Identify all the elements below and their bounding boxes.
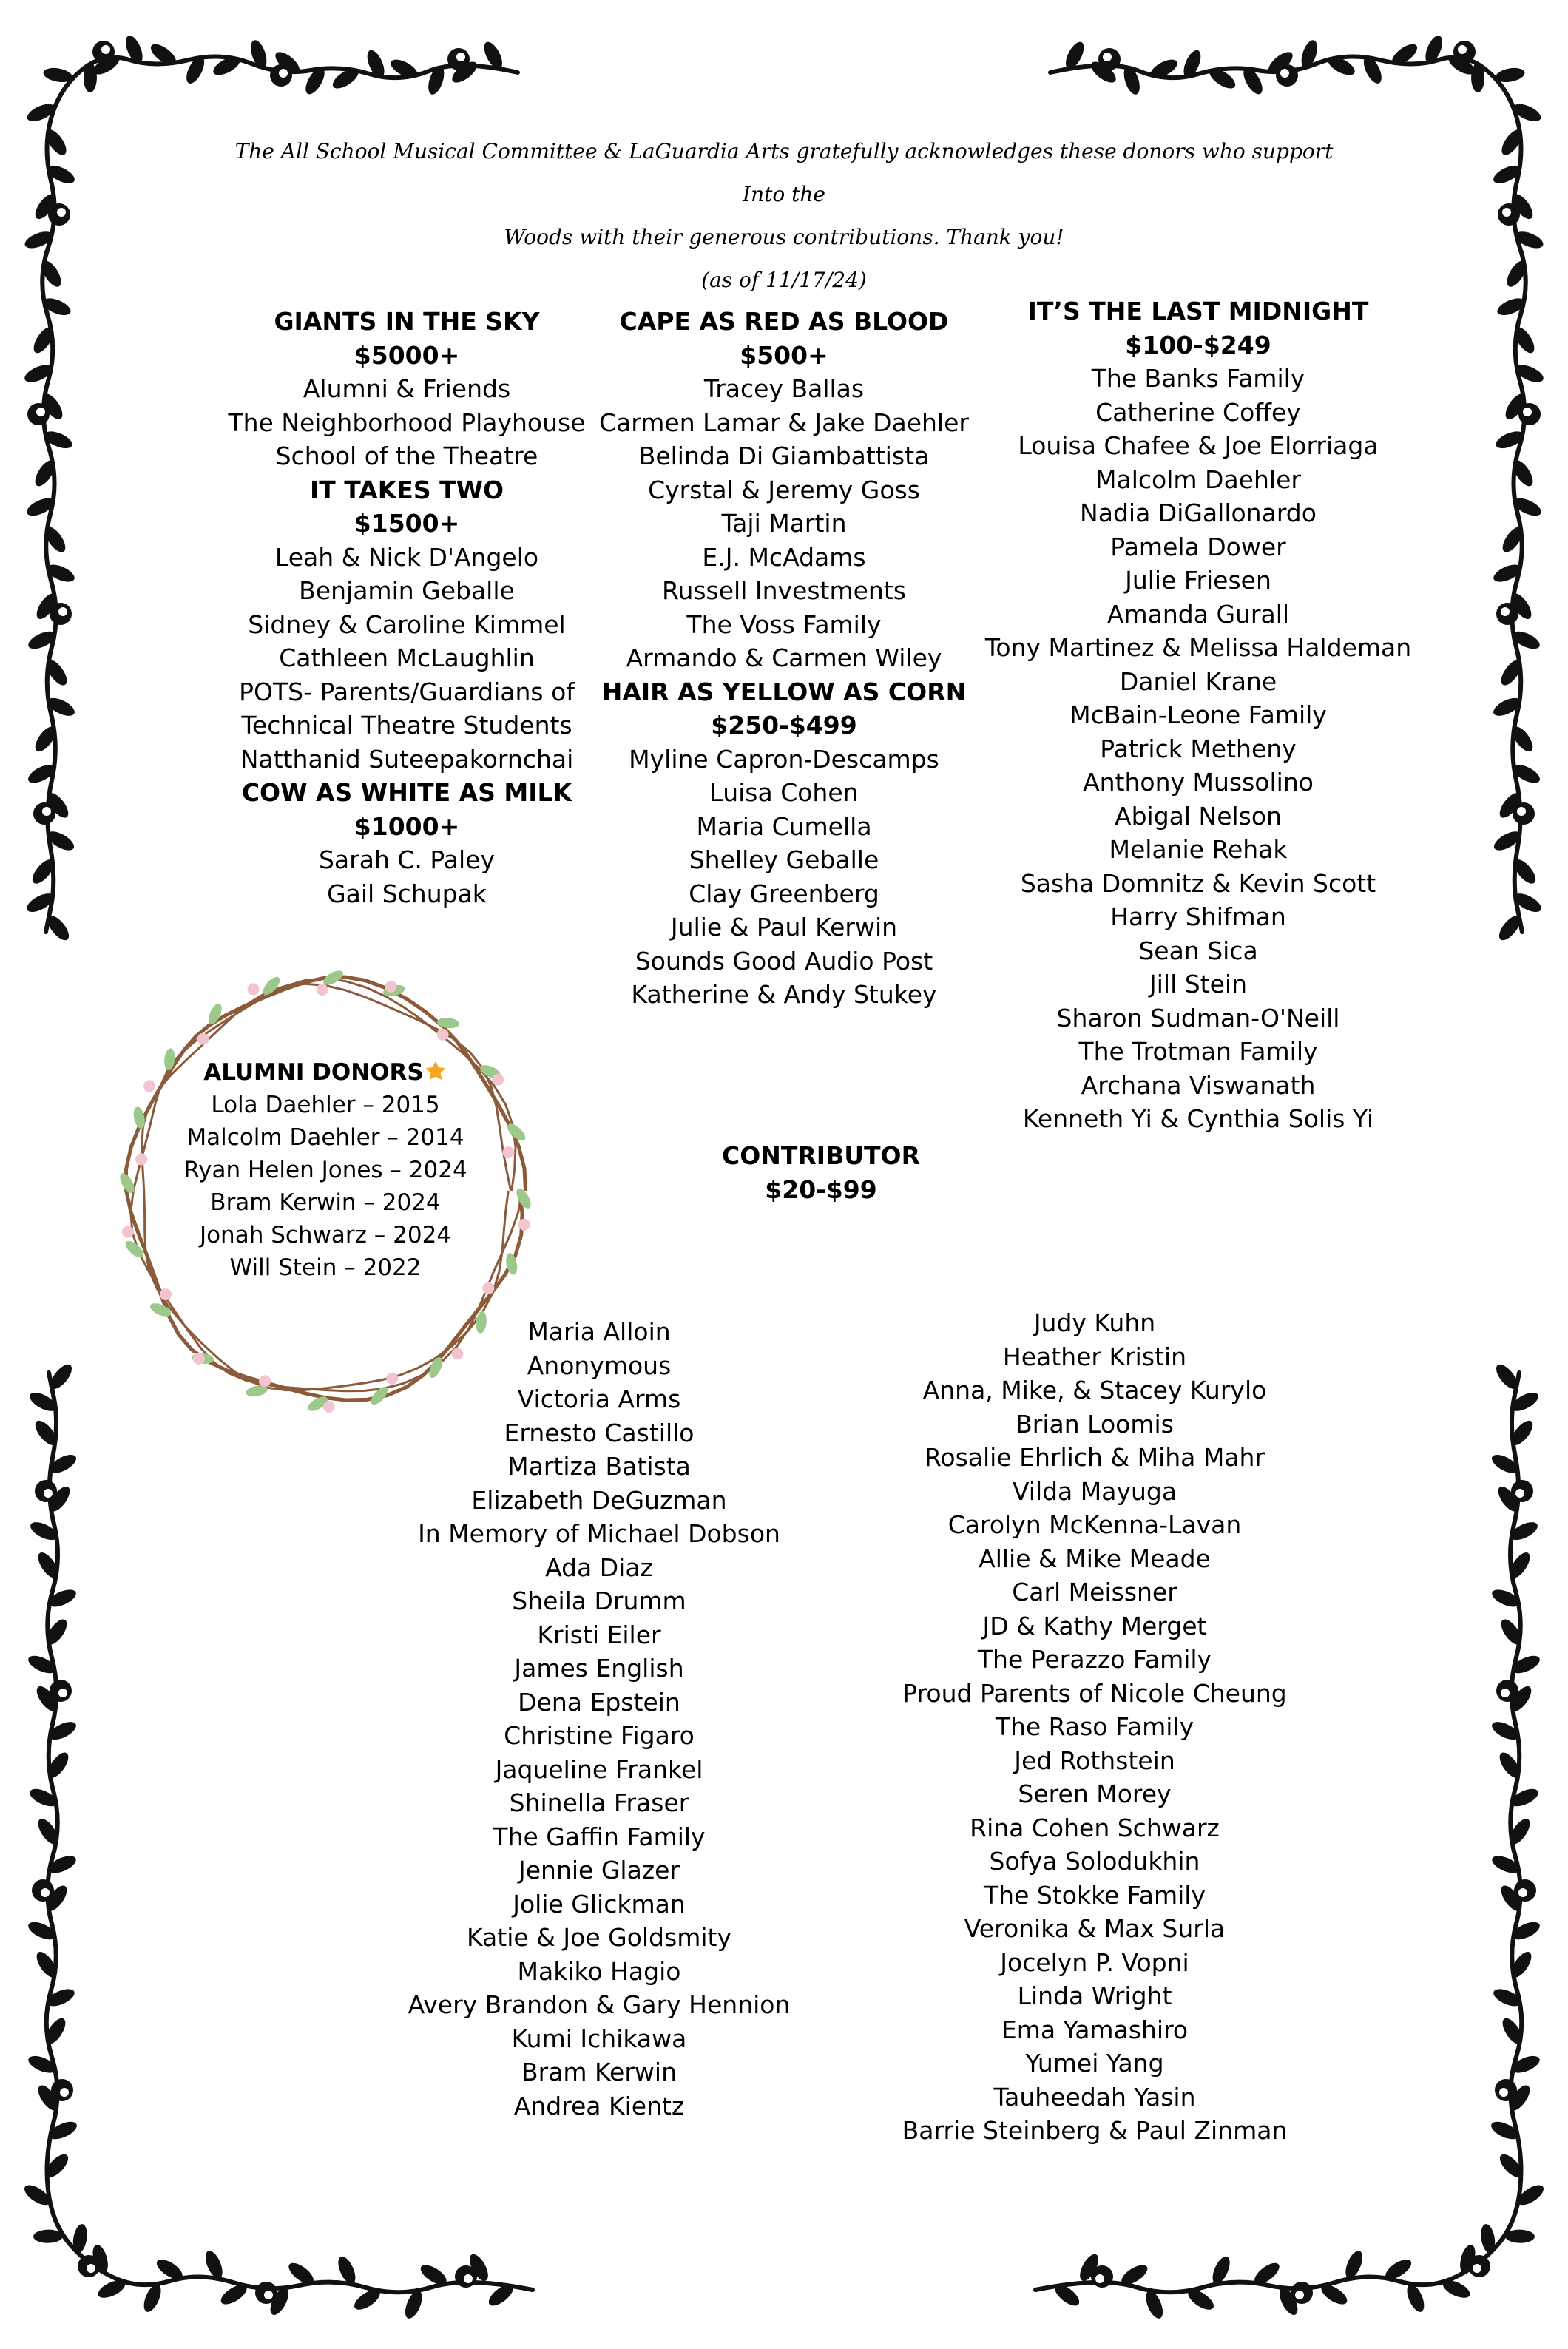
donor-name: Malcolm Daehler: [1095, 464, 1301, 494]
donor-name: Jill Stein: [1149, 970, 1247, 998]
donor-name: Gail Schupak: [327, 879, 487, 908]
donor-name: Cathleen McLaughlin: [279, 643, 535, 672]
donor-name: Jocelyn P. Vopni: [1000, 1947, 1189, 1977]
donor-name: Victoria Arms: [517, 1385, 681, 1413]
donor-name: Veronika & Max Surla: [964, 1914, 1226, 1943]
donor-name: Jennie Glazer: [518, 1856, 680, 1885]
donor-name: Rina Cohen Schwarz: [970, 1813, 1220, 1842]
donor-name: Shelley Geballe: [689, 845, 879, 874]
donor-name: Tracey Ballas: [703, 374, 865, 403]
donor-name: Katie & Joe Goldsmity: [467, 1923, 731, 1952]
donor-name: The Banks Family: [1091, 364, 1305, 393]
tier-range: $250-$499: [711, 711, 857, 740]
donor-name: Anonymous: [527, 1351, 672, 1380]
donor-name: Barrie Steinberg & Paul Zinman: [902, 2116, 1288, 2145]
alumni-list: [141, 1089, 510, 1284]
alumni-donors: [141, 1056, 510, 1284]
intro-date: (as of 11/17/24): [701, 268, 867, 292]
donor-name: Alumni & Friends: [303, 374, 511, 403]
donor-name: Pamela Dower: [1110, 532, 1286, 561]
tier-title: IT’S THE LAST MIDNIGHT: [1027, 297, 1369, 325]
contributor-column-left: [392, 1315, 806, 2123]
donor-name: Sasha Domnitz & Kevin Scott: [1020, 868, 1376, 898]
donor-name: Louisa Chafee & Joe Elorriaga: [1018, 431, 1379, 460]
donor-column-2: [592, 305, 976, 1012]
donor-list: [592, 372, 976, 675]
donor-name: Proud Parents of Nicole Cheung: [902, 1678, 1287, 1708]
donor-name: Ada Diaz: [545, 1552, 653, 1582]
donor-name: Belinda Di Giambattista: [638, 442, 930, 470]
donor-name: Jed Rothstein: [1014, 1745, 1175, 1775]
donor-name: Andrea Kientz: [513, 2091, 685, 2120]
tier-range: $100-$249: [1125, 330, 1271, 359]
donor-name: Maria Cumella: [696, 811, 872, 841]
donor-name: Tauheedah Yasin: [993, 2082, 1196, 2112]
donor-name: Jonah Schwarz – 2024: [199, 1222, 452, 1248]
donor-name: Abigal Nelson: [1115, 801, 1282, 831]
donor-name: Julie Friesen: [1125, 566, 1271, 595]
donor-name: Elizabeth DeGuzman: [471, 1485, 727, 1515]
donor-name: Sheila Drumm: [512, 1586, 686, 1615]
intro-line-2: Woods with their generous contributions. Thank you!: [504, 225, 1064, 249]
donor-name: Technical Theatre Students: [241, 711, 572, 740]
donor-name: Brian Loomis: [1016, 1409, 1174, 1439]
donor-name: The Trotman Family: [1078, 1037, 1318, 1066]
donor-name: Kumi Ichikawa: [511, 2024, 687, 2053]
donor-name: Makiko Hagio: [517, 1956, 681, 1986]
donor-name: Ernesto Castillo: [504, 1418, 695, 1447]
donor-name: The Neighborhood Playhouse: [228, 408, 586, 437]
donor-list: [222, 372, 592, 473]
tier-range: $500+: [740, 340, 828, 370]
donor-name: Allie & Mike Meade: [979, 1544, 1211, 1573]
donor-list: [873, 1306, 1317, 2148]
donor-name: Sounds Good Audio Post: [635, 946, 933, 976]
donor-name: The Stokke Family: [984, 1880, 1206, 1910]
donor-name: Judy Kuhn: [1033, 1308, 1156, 1337]
donor-name: Carmen Lamar & Jake Daehler: [599, 408, 969, 437]
donor-name: Kenneth Yi & Cynthia Solis Yi: [1022, 1104, 1374, 1133]
donor-list: [222, 541, 592, 777]
donor-column-3: [976, 294, 1420, 1136]
donor-name: Maria Alloin: [527, 1317, 671, 1346]
donor-name: Malcolm Daehler – 2014: [186, 1124, 464, 1151]
intro-text: [222, 130, 1346, 302]
donor-name: Carolyn McKenna-Lavan: [947, 1510, 1242, 1539]
tier-range: $1500+: [354, 509, 460, 538]
donor-name: POTS- Parents/Guardians of: [239, 677, 575, 706]
donor-name: Amanda Gurall: [1106, 599, 1290, 629]
donor-name: Luisa Cohen: [709, 778, 859, 807]
donor-name: Armando & Carmen Wiley: [626, 643, 942, 672]
donor-name: School of the Theatre: [275, 442, 538, 470]
donor-name: Christine Figaro: [504, 1721, 695, 1750]
donor-name: Sofya Solodukhin: [989, 1847, 1200, 1876]
donor-name: Harry Shifman: [1110, 902, 1286, 931]
donor-name: Cyrstal & Jeremy Goss: [648, 475, 920, 504]
contributor-column-right: [873, 1306, 1317, 2148]
star-icon: [424, 1059, 447, 1083]
contributor-heading: [666, 1139, 976, 1206]
donor-name: Patrick Metheny: [1100, 734, 1297, 763]
donor-name: Seren Morey: [1018, 1780, 1172, 1808]
donor-name: Martiza Batista: [507, 1452, 691, 1481]
alumni-title-text: ALUMNI DONORS: [203, 1059, 424, 1086]
donor-name: Jaqueline Frankel: [495, 1754, 703, 1784]
donor-name: The Voss Family: [686, 609, 882, 639]
donor-name: Yumei Yang: [1025, 2049, 1164, 2078]
donor-name: Dena Epstein: [518, 1687, 680, 1717]
donor-list: [392, 1315, 806, 2123]
donor-list: [592, 743, 976, 1012]
donor-name: Melanie Rehak: [1109, 835, 1288, 864]
donor-name: Myline Capron-Descamps: [629, 744, 939, 774]
donor-name: The Gaffin Family: [493, 1822, 706, 1851]
donor-name: Avery Brandon & Gary Hennion: [408, 1990, 791, 2019]
donor-name: Katherine & Andy Stukey: [631, 980, 937, 1009]
donor-name: Shinella Fraser: [509, 1788, 689, 1817]
donor-name: Lola Daehler – 2015: [211, 1092, 440, 1118]
alumni-title: [141, 1056, 510, 1089]
tier-title: GIANTS IN THE SKY: [274, 307, 540, 336]
tier-range: $5000+: [354, 340, 460, 370]
donor-name: Natthanid Suteepakornchai: [240, 744, 574, 774]
donor-name: Kristi Eiler: [537, 1620, 661, 1649]
donor-list: [976, 362, 1420, 1136]
donor-name: Ryan Helen Jones – 2024: [183, 1157, 467, 1183]
donor-name: Vilda Mayuga: [1012, 1476, 1177, 1506]
donor-name: Julie & Paul Kerwin: [670, 913, 898, 942]
donor-name: Heather Kristin: [1002, 1342, 1187, 1371]
donor-name: Nadia DiGallonardo: [1080, 498, 1317, 527]
donor-name: E.J. McAdams: [702, 542, 866, 572]
donor-name: Rosalie Ehrlich & Miha Mahr: [924, 1443, 1265, 1472]
donor-name: Linda Wright: [1017, 1981, 1172, 2010]
donor-name: The Perazzo Family: [977, 1645, 1212, 1674]
donor-name: Carl Meissner: [1012, 1578, 1177, 1606]
donor-name: McBain-Leone Family: [1069, 700, 1327, 729]
tier-title: CAPE AS RED AS BLOOD: [619, 307, 949, 336]
donor-name: The Raso Family: [995, 1712, 1194, 1741]
donor-column-1: [222, 305, 592, 910]
donor-name: Will Stein – 2022: [229, 1254, 422, 1281]
donor-list: [222, 843, 592, 910]
donor-name: Bram Kerwin – 2024: [210, 1189, 441, 1216]
intro-line-1: The All School Musical Committee & LaGuardia Arts gratefully acknowledges these donors who support Into the: [234, 139, 1334, 206]
tier-range: $20-$99: [765, 1174, 877, 1204]
donor-name: Sarah C. Paley: [318, 845, 496, 874]
donor-name: Daniel Krane: [1119, 666, 1277, 696]
donor-name: Clay Greenberg: [689, 879, 879, 908]
tier-title: CONTRIBUTOR: [721, 1141, 920, 1170]
donor-name: Anthony Mussolino: [1083, 768, 1314, 797]
tier-title: COW AS WHITE AS MILK: [241, 778, 572, 807]
tier-title: IT TAKES TWO: [309, 475, 504, 504]
donor-name: Sidney & Caroline Kimmel: [248, 609, 566, 639]
tier-title: HAIR AS YELLOW AS CORN: [601, 677, 967, 706]
donor-name: Archana Viswanath: [1081, 1070, 1316, 1100]
donor-name: Bram Kerwin: [521, 2058, 677, 2086]
donor-name: Sean Sica: [1138, 936, 1258, 965]
donor-name: Tony Martinez & Melissa Haldeman: [984, 633, 1412, 662]
donor-name: Taji Martin: [721, 509, 847, 538]
donor-name: Anna, Mike, & Stacey Kurylo: [922, 1376, 1267, 1405]
donor-name: Leah & Nick D'Angelo: [274, 542, 539, 572]
donor-name: Catherine Coffey: [1095, 397, 1301, 427]
donor-name: Sharon Sudman-O'Neill: [1056, 1003, 1340, 1032]
tier-range: $1000+: [354, 811, 460, 841]
donor-name: JD & Kathy Merget: [982, 1611, 1207, 1640]
donor-name: In Memory of Michael Dobson: [418, 1519, 780, 1548]
donor-name: Jolie Glickman: [513, 1889, 686, 1919]
donor-name: Ema Yamashiro: [1001, 2015, 1189, 2044]
donor-name: James English: [514, 1654, 684, 1683]
donor-name: Russell Investments: [662, 576, 906, 605]
donor-name: Benjamin Geballe: [299, 576, 515, 605]
